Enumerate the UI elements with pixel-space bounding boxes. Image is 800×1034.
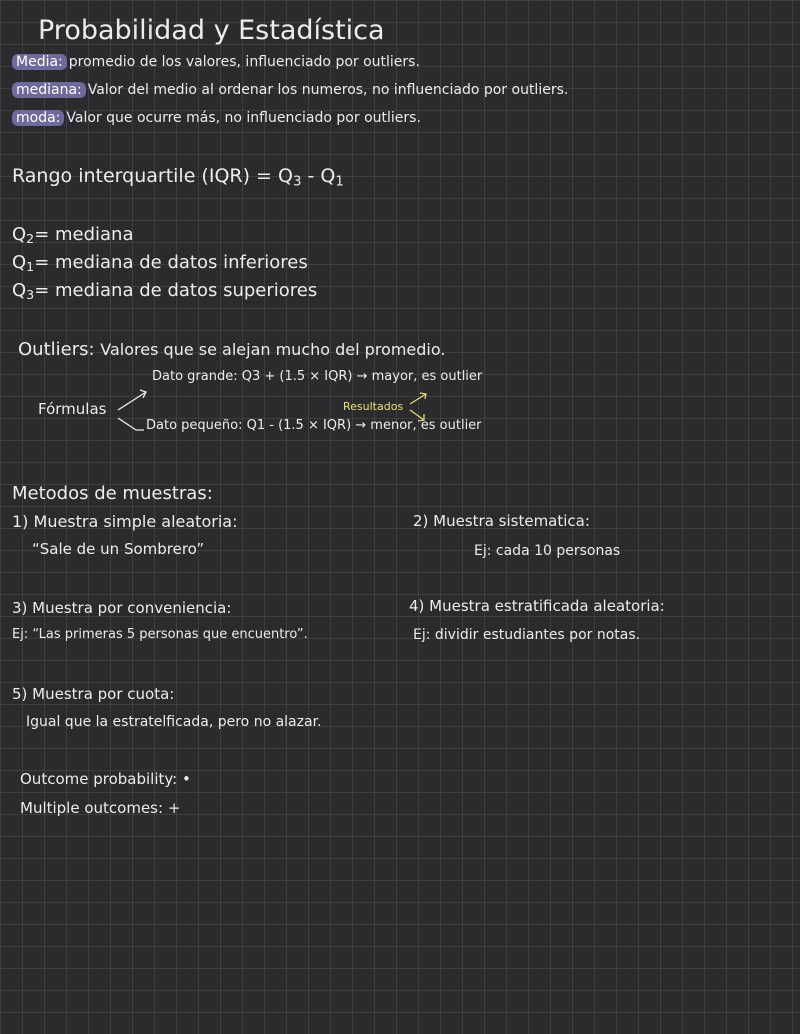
sampling-example-1: “Sale de un Sombrero” [32,540,205,558]
outcome-probability: Outcome probability: • [20,770,191,788]
quartile-sub: 3 [26,287,35,303]
quartile-symbol: Q [12,252,27,273]
iqr-sub1: 1 [335,174,344,190]
sampling-method-2: 2) Muestra sistematica: [413,512,590,530]
definition-text: Valor que ocurre más, no influenciado por outliers. [66,110,421,126]
quartile-sub: 2 [26,231,35,247]
quartile-text: = mediana [34,224,134,245]
sampling-example-2: Ej: cada 10 personas [474,543,621,559]
sampling-example-4: Ej: dividir estudiantes por notas. [413,627,641,643]
iqr-sub3: 3 [292,174,302,190]
outliers-label: Outliers: [18,339,95,360]
quartile-text: = mediana de datos superiores [34,280,318,301]
definition-text: Valor del medio al ordenar los numeros, no influenciado por outliers. [87,82,569,98]
sampling-method-5: 5) Muestra por cuota: [12,685,175,703]
page-title: Probabilidad y Estadística [38,15,385,46]
outliers-text: Valores que se alejan mucho del promedio. [100,340,446,359]
quartile-text: = mediana de datos inferiores [34,252,308,273]
definition-text: promedio de los valores, influenciado por outliers. [68,54,420,70]
sampling-example-3: Ej: “Las primeras 5 personas que encuentro”. [12,627,308,642]
sampling-example-5: Igual que la estratelficada, pero no alazar. [26,714,322,730]
formulas-label: Fórmulas [38,400,107,418]
sampling-method-3: 3) Muestra por conveniencia: [12,599,232,617]
definition-term: mediana: [12,82,86,98]
iqr-label: Rango interquartile (IQR) = Q [12,165,293,187]
multiple-outcomes: Multiple outcomes: + [20,799,181,817]
iqr-mid: - Q [301,165,336,187]
formula-big: Dato grande: Q3 + (1.5 × IQR) → mayor, es outlier [152,369,483,384]
definition-term: moda: [12,110,64,126]
formula-small: Dato pequeño: Q1 - (1.5 × IQR) → menor, es outlier [146,418,482,433]
sampling-heading: Metodos de muestras: [12,483,213,504]
quartile-symbol: Q [12,224,27,245]
quartile-sub: 1 [26,259,35,275]
quartile-symbol: Q [12,280,27,301]
sampling-method-4: 4) Muestra estratificada aleatoria: [409,597,665,615]
results-label: Resultados [343,400,404,413]
sampling-method-1: 1) Muestra simple aleatoria: [12,512,238,531]
definition-term: Media: [12,54,67,70]
